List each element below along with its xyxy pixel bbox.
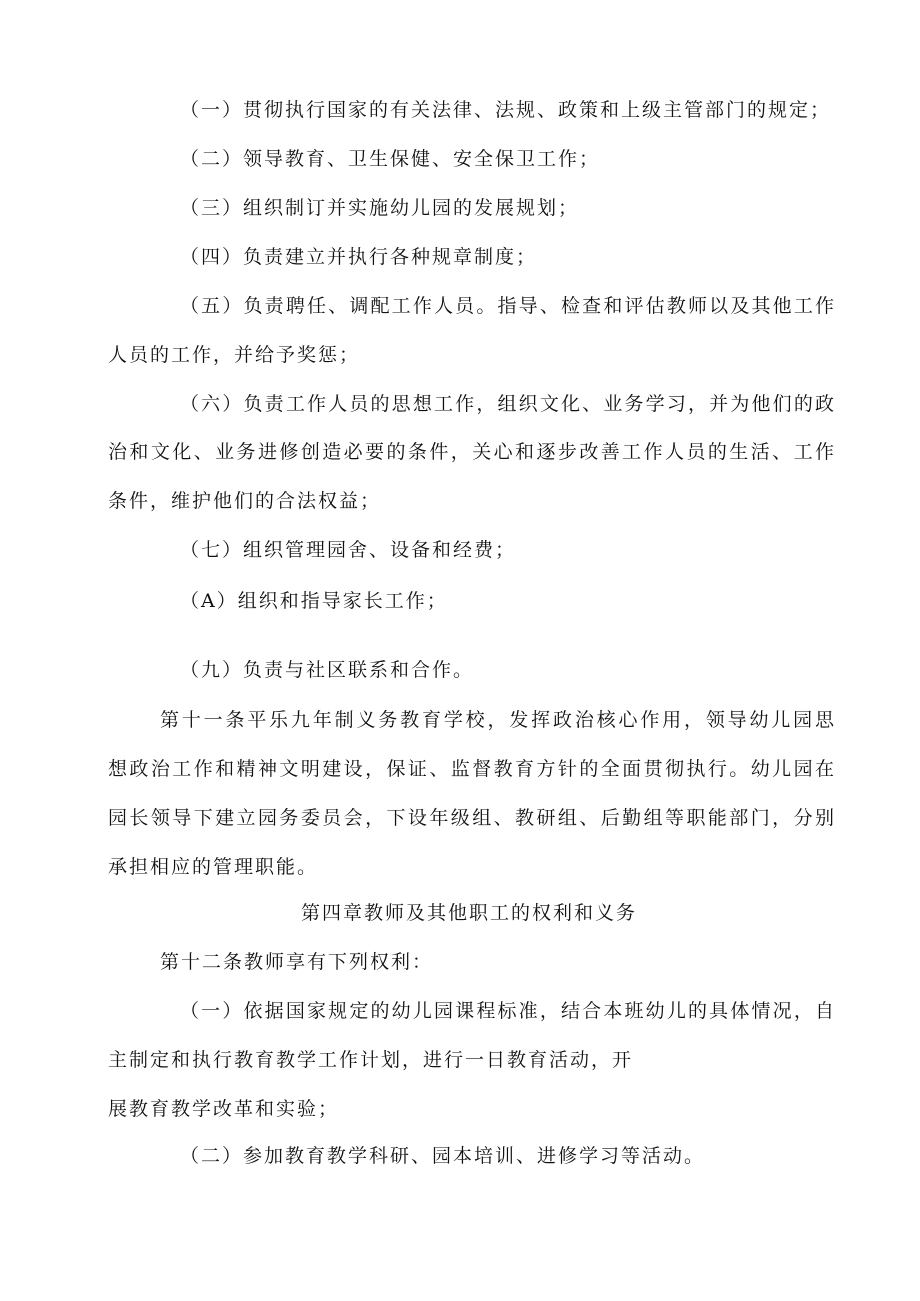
article-11-cont-1: 想政治工作和精神文明建设，保证、监督教育方针的全面贯彻执行。幼儿园在	[108, 758, 834, 780]
clause-item-6-end: 条件，维护他们的合法权益；	[108, 490, 382, 512]
article-11: 第十一条平乐九年制义务教育学校，发挥政治核心作用，领导幼儿园思	[160, 709, 834, 731]
clause-item-6: （六）负责工作人员的思想工作，组织文化、业务学习，并为他们的政	[180, 393, 834, 415]
article-11-cont-3: 承担相应的管理职能。	[108, 856, 319, 878]
article-11-cont-2: 园长领导下建立园务委员会，下设年级组、教研组、后勤组等职能部门，分别	[108, 807, 834, 829]
clause-item-4: （四）负责建立并执行各种规章制度；	[180, 246, 538, 268]
right-item-2: （二）参加教育教学科研、园本培训、进修学习等活动。	[180, 1145, 706, 1167]
clause-item-9: （九）负责与社区联系和合作。	[180, 659, 475, 681]
clause-item-7: （七）组织管理园舍、设备和经费；	[180, 539, 517, 561]
right-item-1-cont: 主制定和执行教育教学工作计划，进行一日教育活动，开	[108, 1049, 634, 1071]
right-item-1-end: 展教育教学改革和实验；	[108, 1098, 340, 1120]
article-12: 第十二条教师享有下列权利：	[160, 951, 434, 973]
right-item-1: （一）依据国家规定的幼儿园课程标准，结合本班幼儿的具体情况，自	[180, 1000, 834, 1022]
clause-item-1: （一）贯彻执行国家的有关法律、法规、政策和上级主管部门的规定；	[180, 99, 832, 121]
clause-item-5-cont: 人员的工作，并给予奖惩；	[108, 344, 361, 366]
clause-item-6-cont: 治和文化、业务进修创造必要的条件，关心和逐步改善工作人员的生活、工作	[108, 441, 834, 463]
clause-item-2: （二）领导教育、卫生保健、安全保卫工作；	[180, 148, 601, 170]
clause-item-8: （A）组织和指导家长工作；	[180, 590, 448, 612]
chapter-heading: 第四章教师及其他职工的权利和义务	[300, 902, 637, 924]
clause-item-5: （五）负责聘任、调配工作人员。指导、检查和评估教师以及其他工作	[180, 295, 834, 317]
clause-item-3: （三）组织制订并实施幼儿园的发展规划；	[180, 197, 580, 219]
